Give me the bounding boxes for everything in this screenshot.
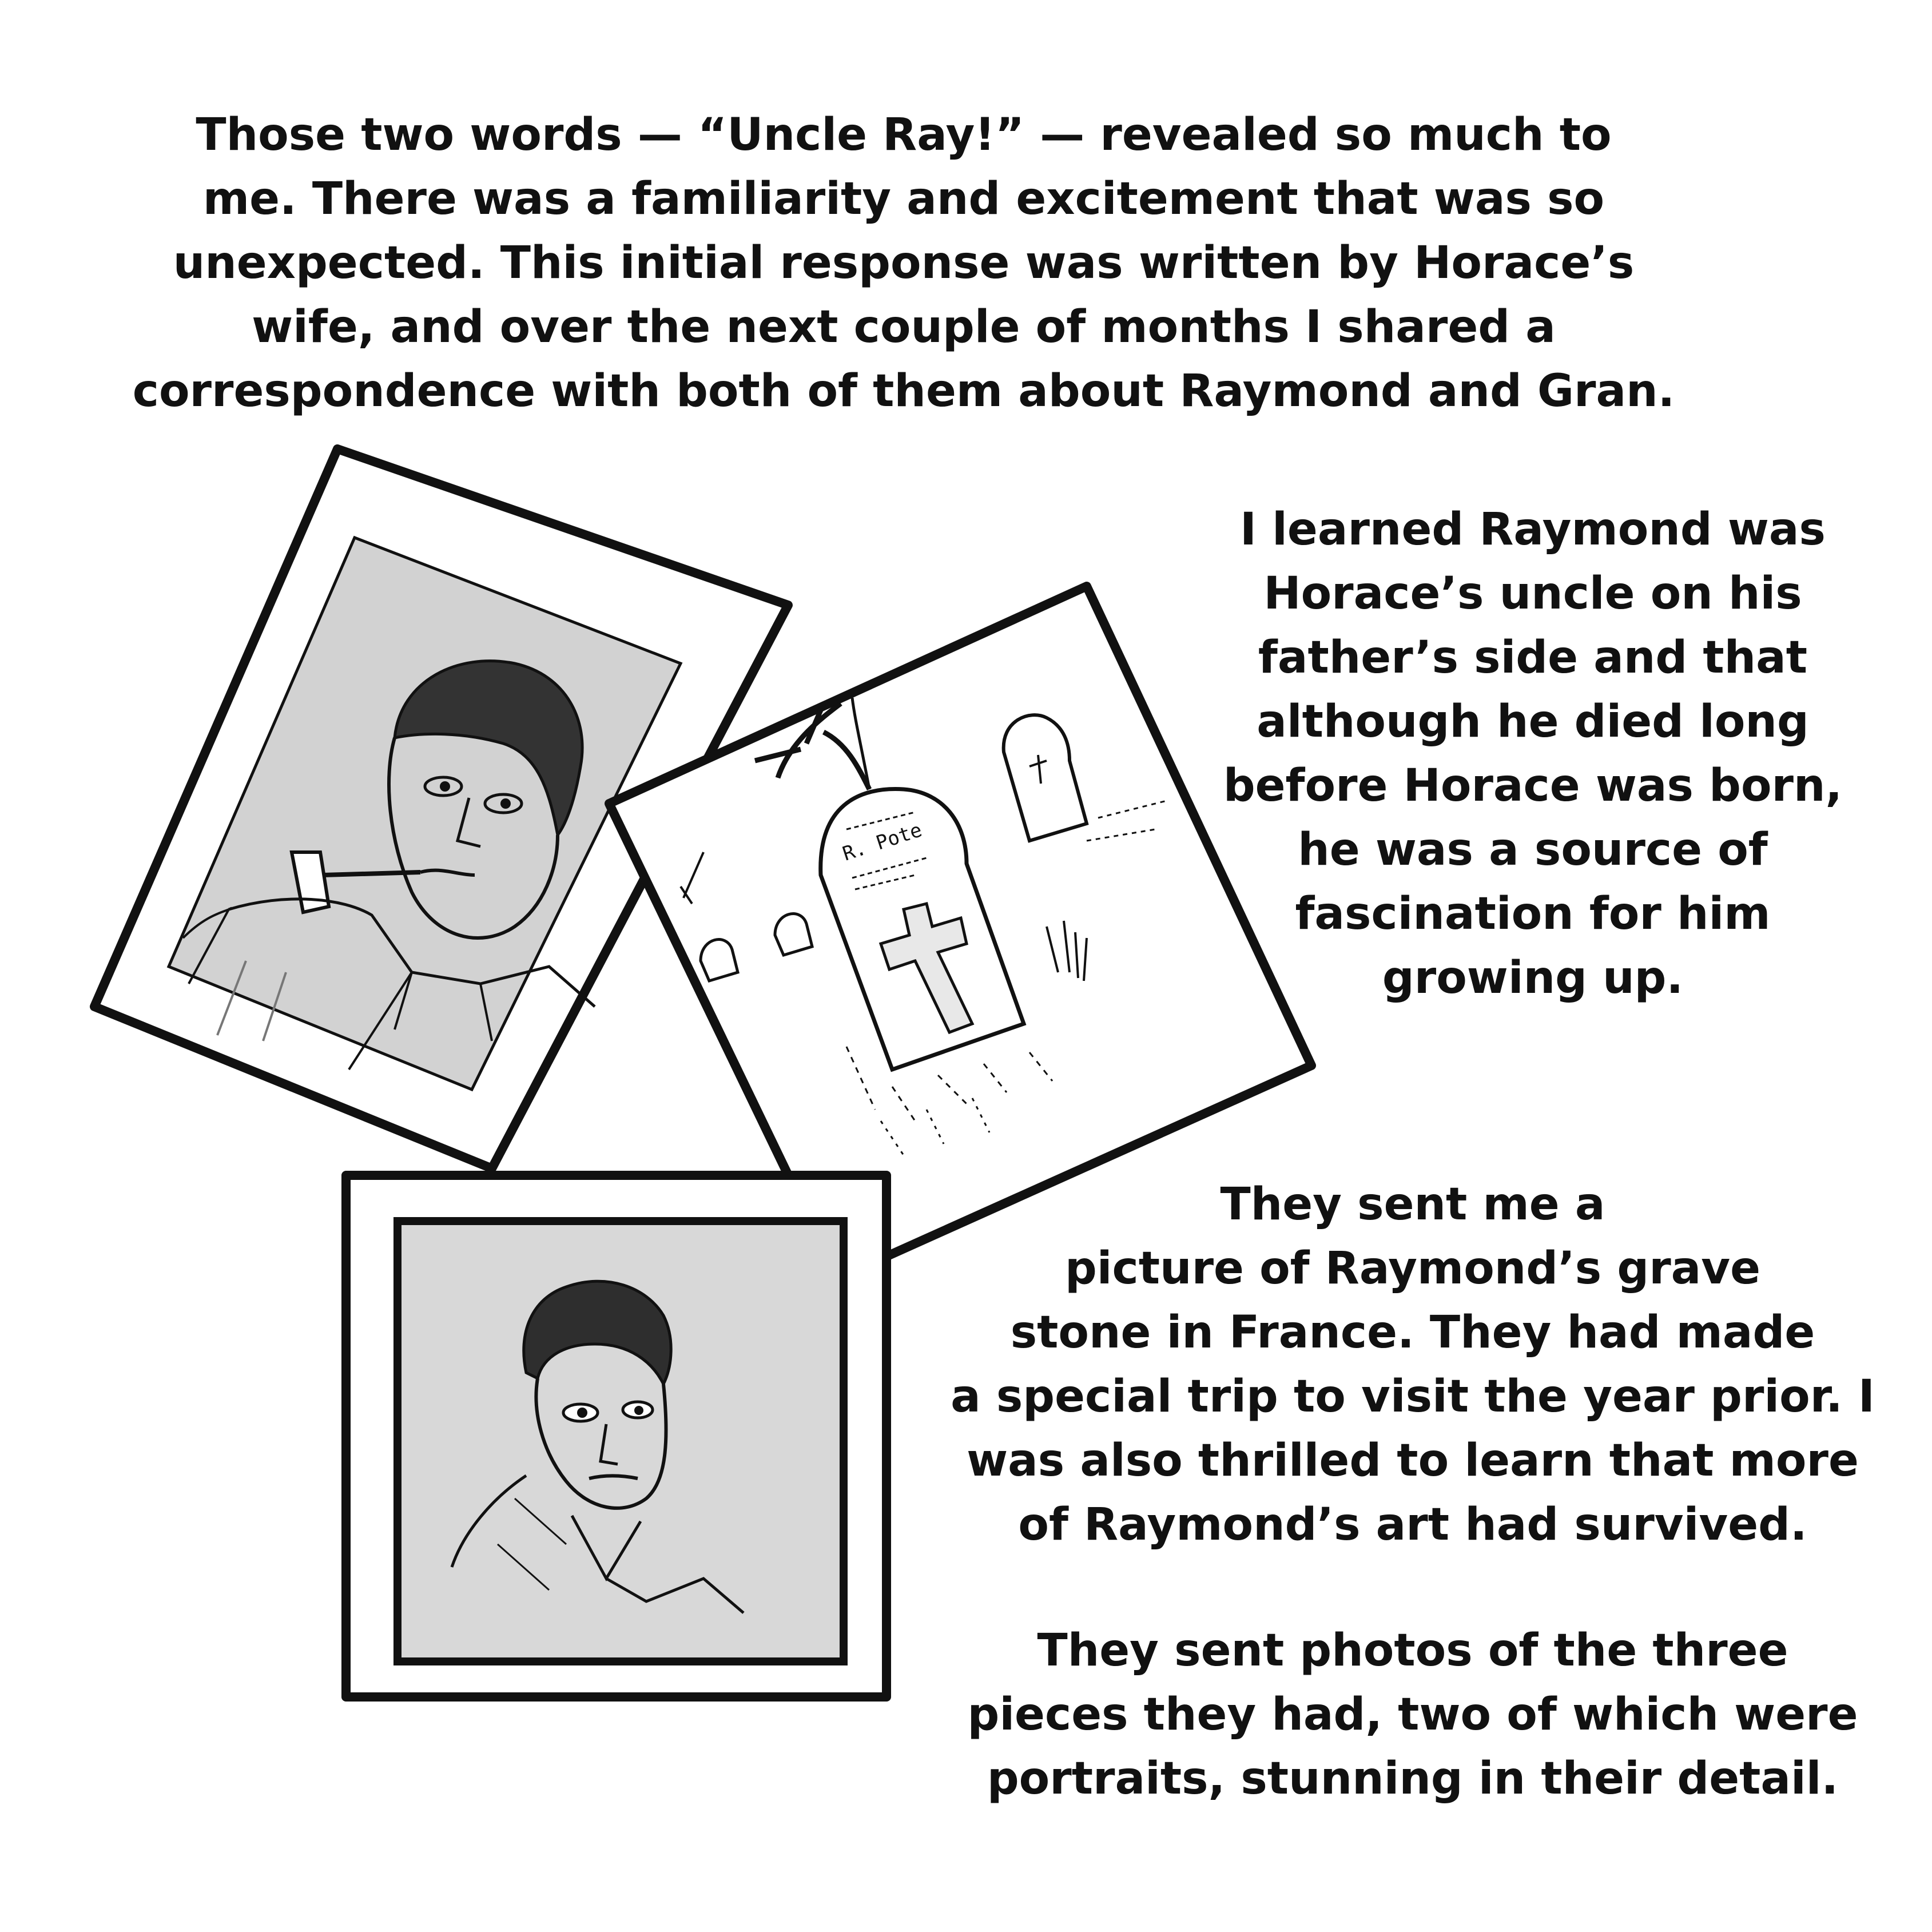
- grave-line: of Raymond’s art had survived.: [1018, 1499, 1807, 1551]
- intro-line: wife, and over the next couple of months I shared a: [252, 301, 1556, 353]
- intro-line: unexpected. This initial response was written by Horace’s: [173, 237, 1635, 289]
- young-man-portrait-photo: [346, 1175, 887, 1697]
- learned-line: growing up.: [1382, 952, 1684, 1004]
- learned-line: Horace’s uncle on his: [1263, 568, 1802, 619]
- photos-line: pieces they had, two of which were: [967, 1689, 1858, 1740]
- gravestone-inscription: R. Pote: [840, 818, 925, 866]
- learned-line: although he died long: [1257, 696, 1809, 748]
- grave-line: picture of Raymond’s grave: [1064, 1243, 1761, 1294]
- learned-line: before Horace was born,: [1223, 760, 1843, 812]
- learned-line: he was a source of: [1298, 824, 1768, 876]
- learned-line: fascination for him: [1295, 888, 1771, 940]
- grave-line: They sent me a: [1220, 1179, 1605, 1230]
- grave-line: a special trip to visit the year prior. I: [951, 1371, 1875, 1422]
- photos-line: portraits, stunning in their detail.: [987, 1753, 1839, 1804]
- photos-line: They sent photos of the three: [1037, 1625, 1788, 1676]
- intro-line: me. There was a familiarity and excitement that was so: [202, 173, 1605, 225]
- intro-line: correspondence with both of them about Raymond and Gran.: [132, 365, 1675, 417]
- intro-line: Those two words — “Uncle Ray!” — revealed so much to: [196, 109, 1612, 161]
- learned-line: I learned Raymond was: [1240, 504, 1826, 555]
- grave-line: stone in France. They had made: [1010, 1307, 1815, 1358]
- grave-line: was also thrilled to learn that more: [967, 1435, 1859, 1486]
- learned-line: father’s side and that: [1258, 632, 1808, 683]
